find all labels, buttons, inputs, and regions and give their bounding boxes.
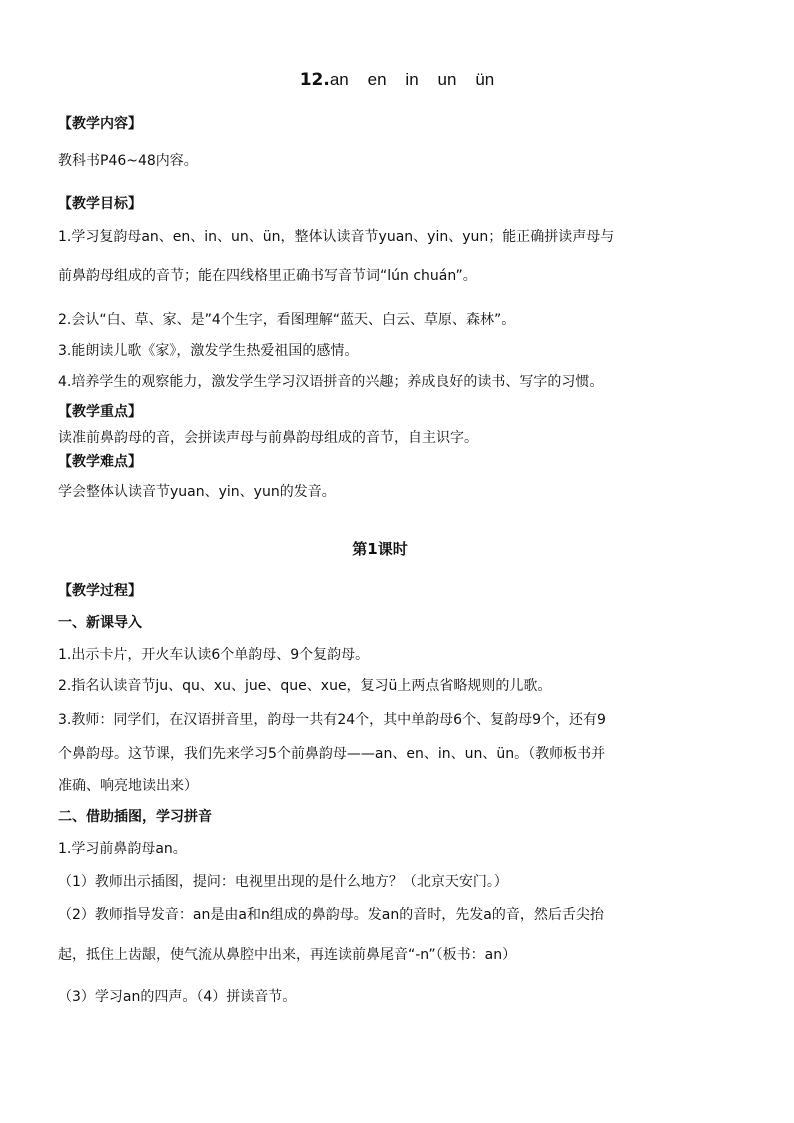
- part-2-item-1b-line-1: （2）教师指导发音：an是由a和n组成的鼻韵母。发an的音时，先发a的音，然后舌尖抬: [58, 907, 604, 923]
- title-finals: an en in un ün: [329, 70, 495, 89]
- difficulty-heading: 【教学难点】: [58, 454, 142, 470]
- document-title: [0, 70, 794, 90]
- part-1-item-3-line-1: 3.教师：同学们，在汉语拼音里，韵母一共有24个，其中单韵母6个、复韵母9个，还有9: [58, 712, 606, 728]
- content-text: 教科书P46~48内容。: [58, 153, 198, 169]
- part-2-item-1: 1.学习前鼻韵母an。: [58, 841, 187, 857]
- goal-4: 4.培养学生的观察能力，激发学生学习汉语拼音的兴趣；养成良好的读书、写字的习惯。: [58, 374, 604, 390]
- goals-heading: 【教学目标】: [58, 196, 142, 212]
- process-heading: 【教学过程】: [58, 583, 142, 599]
- content-heading: 【教学内容】: [58, 116, 142, 132]
- part-2-item-1c: （3）学习an的四声。（4）拼读音节。: [58, 989, 297, 1005]
- goal-1-line-1: 1.学习复韵母an、en、in、un、ün，整体认读音节yuan、yin、yun；能正确拼读声母与: [58, 229, 615, 245]
- part-1-item-3-line-3: 准确、响亮地读出来）: [58, 778, 198, 794]
- part-2-item-1a: （1）教师出示插图，提问：电视里出现的是什么地方？（北京天安门。）: [58, 874, 508, 890]
- goal-1-line-2: 前鼻韵母组成的音节；能在四线格里正确书写音节词“lún chuán”。: [58, 268, 477, 284]
- part-1-item-1: 1.出示卡片，开火车认读6个单韵母、9个复韵母。: [58, 647, 370, 663]
- title-number: 12.: [299, 70, 330, 90]
- lesson-title: 第1课时: [352, 540, 408, 558]
- key-points-heading: 【教学重点】: [58, 404, 142, 420]
- difficulty-text: 学会整体认读音节yuan、yin、yun的发音。: [58, 484, 336, 500]
- part-2-item-1b-line-2: 起，抵住上齿龈，使气流从鼻腔中出来，再连读前鼻尾音“-n”（板书：an）: [58, 947, 517, 963]
- part-2-heading: 二、借助插图，学习拼音: [58, 809, 212, 825]
- part-1-item-2: 2.指名认读音节ju、qu、xu、jue、que、xue，复习ü上两点省略规则的儿歌。: [58, 678, 552, 694]
- part-1-item-3-line-2: 个鼻韵母。这节课，我们先来学习5个前鼻韵母——an、en、in、un、ün。（教师板书并: [58, 746, 606, 762]
- part-1-heading: 一、新课导入: [58, 615, 142, 631]
- key-points-text: 读准前鼻韵母的音，会拼读声母与前鼻韵母组成的音节，自主识字。: [58, 430, 478, 446]
- goal-3: 3.能朗读儿歌《家》，激发学生热爱祖国的感情。: [58, 343, 359, 359]
- goal-2: 2.会认“白、草、家、是”4个生字，看图理解“蓝天、白云、草原、森林”。: [58, 312, 516, 328]
